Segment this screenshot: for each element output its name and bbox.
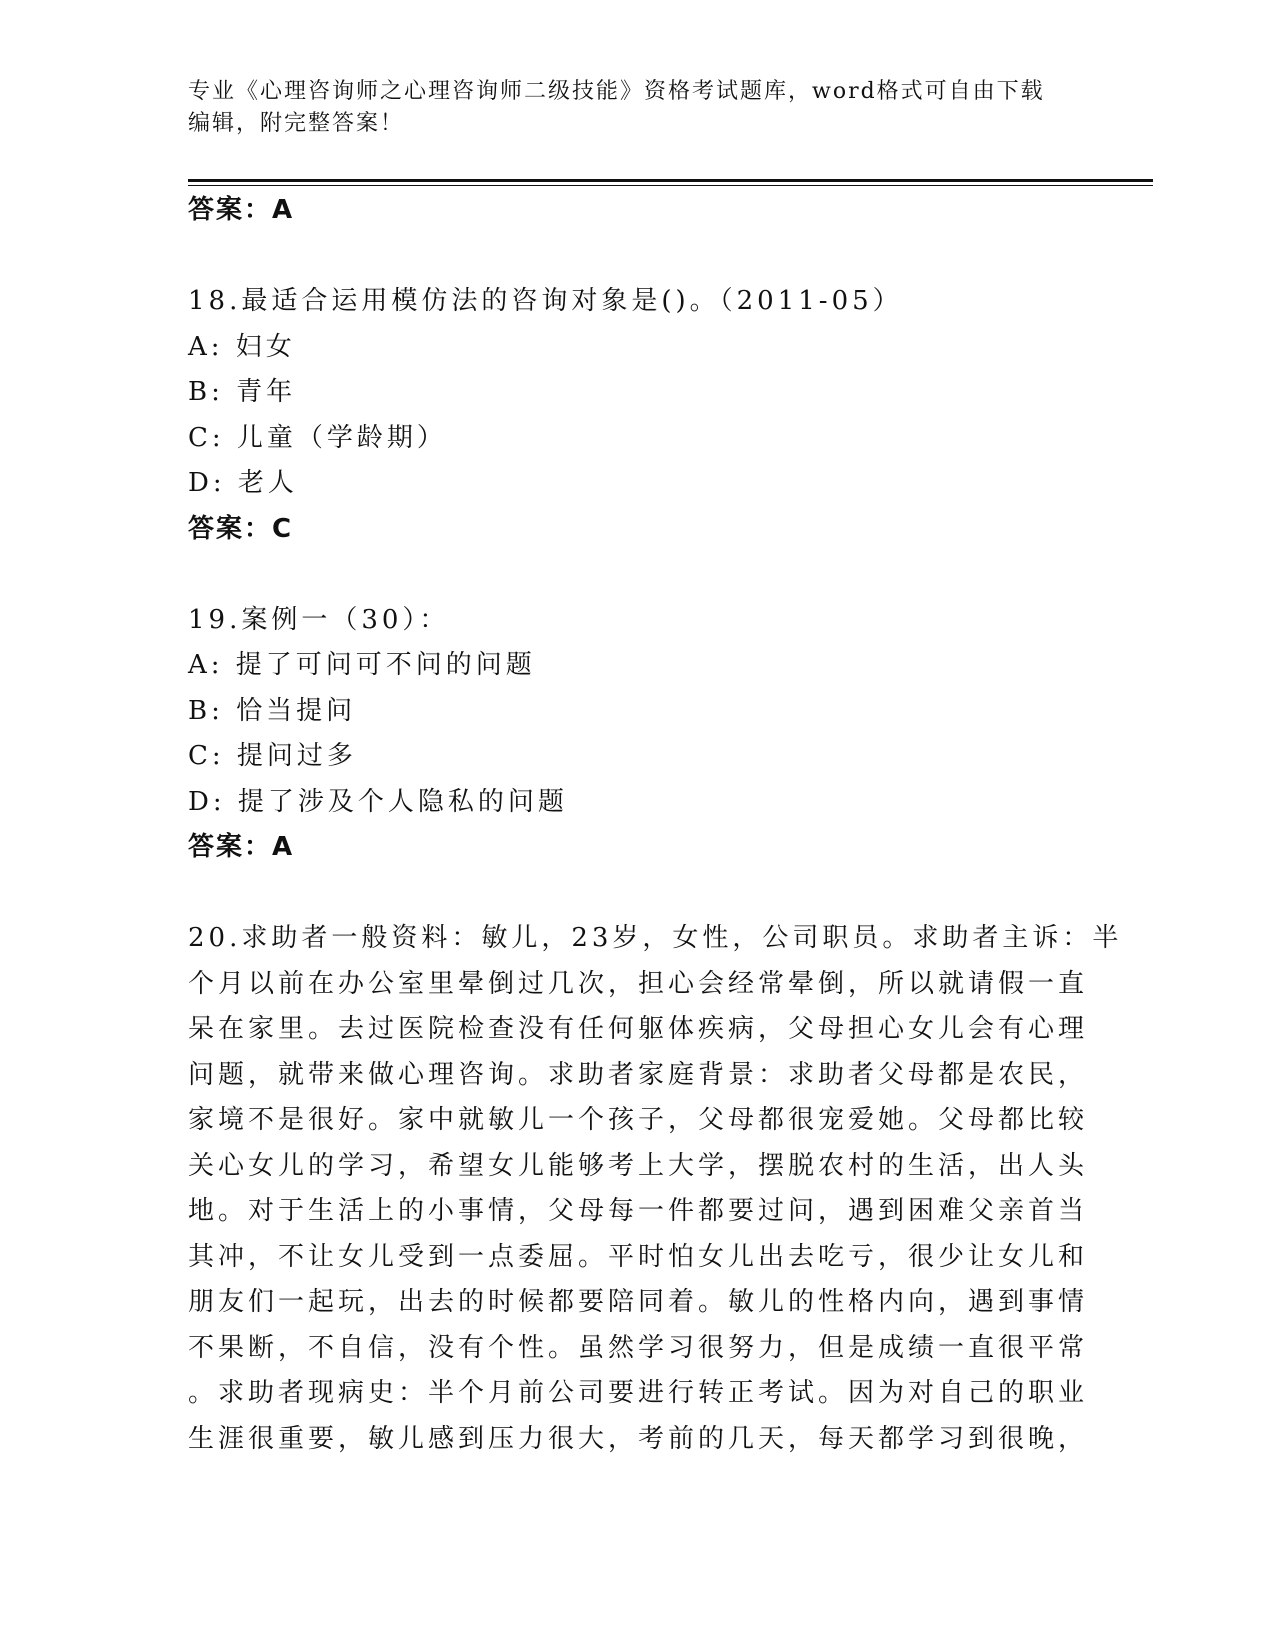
option-a: A: 提了可问可不问的问题 bbox=[188, 650, 536, 680]
case-line: 20.求助者一般资料：敏儿，23岁，女性，公司职员。求助者主诉：半 bbox=[188, 923, 1123, 953]
question-text: 19.案例一（30）： bbox=[188, 604, 450, 635]
spacer bbox=[188, 871, 1088, 917]
answer: 答案：C bbox=[188, 513, 294, 544]
document-body bbox=[188, 188, 1123, 1462]
case-line: 其冲，不让女儿受到一点委屈。平时怕女儿出去吃亏，很少让女儿和 bbox=[188, 1241, 1089, 1272]
header-line-2: 编辑，附完整答案！ bbox=[188, 111, 405, 136]
spacer bbox=[188, 234, 1088, 280]
option-c: C: 提问过多 bbox=[188, 741, 357, 771]
case-line: 生涯很重要，敏儿感到压力很大，考前的几天，每天都学习到很晚， bbox=[188, 1423, 1089, 1454]
case-line: 家境不是很好。家中就敏儿一个孩子，父母都很宠爱她。父母都比较 bbox=[188, 1105, 1089, 1135]
header-rule-thin bbox=[188, 185, 1153, 186]
header-rule-thick bbox=[188, 179, 1153, 182]
question-20 bbox=[188, 916, 1123, 1462]
option-b: B: 青年 bbox=[188, 377, 297, 407]
option-a: A: 妇女 bbox=[188, 331, 296, 362]
question-18 bbox=[188, 279, 1088, 552]
option-c: C: 儿童（学龄期） bbox=[188, 422, 447, 453]
document-header bbox=[188, 76, 1088, 140]
case-line: 关心女儿的学习，希望女儿能够考上大学，摆脱农村的生活，出人头 bbox=[188, 1150, 1089, 1181]
case-line: 个月以前在办公室里晕倒过几次，担心会经常晕倒，所以就请假一直 bbox=[188, 968, 1089, 999]
case-line: 不果断，不自信，没有个性。虽然学习很努力，但是成绩一直很平常 bbox=[188, 1332, 1089, 1363]
case-line: 问题，就带来做心理咨询。求助者家庭背景：求助者父母都是农民， bbox=[188, 1059, 1089, 1090]
answer: 答案：A bbox=[188, 832, 295, 862]
case-line: 朋友们一起玩，出去的时候都要陪同着。敏儿的性格内向，遇到事情 bbox=[188, 1287, 1089, 1317]
option-d: D: 老人 bbox=[188, 468, 298, 498]
header-line-1: 专业《心理咨询师之心理咨询师二级技能》资格考试题库，word格式可自由下载 bbox=[188, 79, 1045, 104]
answer-prev: 答案：A bbox=[188, 195, 295, 225]
spacer bbox=[188, 552, 1088, 598]
option-b: B: 恰当提问 bbox=[188, 695, 357, 726]
case-line: 地。对于生活上的小事情，父母每一件都要过问，遇到困难父亲首当 bbox=[188, 1196, 1089, 1226]
option-d: D: 提了涉及个人隐私的问题 bbox=[188, 786, 568, 817]
question-19 bbox=[188, 598, 1088, 871]
case-line: 呆在家里。去过医院检查没有任何躯体疾病，父母担心女儿会有心理 bbox=[188, 1014, 1089, 1044]
question-text: 18.最适合运用模仿法的咨询对象是()。（2011-05） bbox=[188, 286, 903, 316]
case-line: 。求助者现病史：半个月前公司要进行转正考试。因为对自己的职业 bbox=[188, 1378, 1089, 1408]
